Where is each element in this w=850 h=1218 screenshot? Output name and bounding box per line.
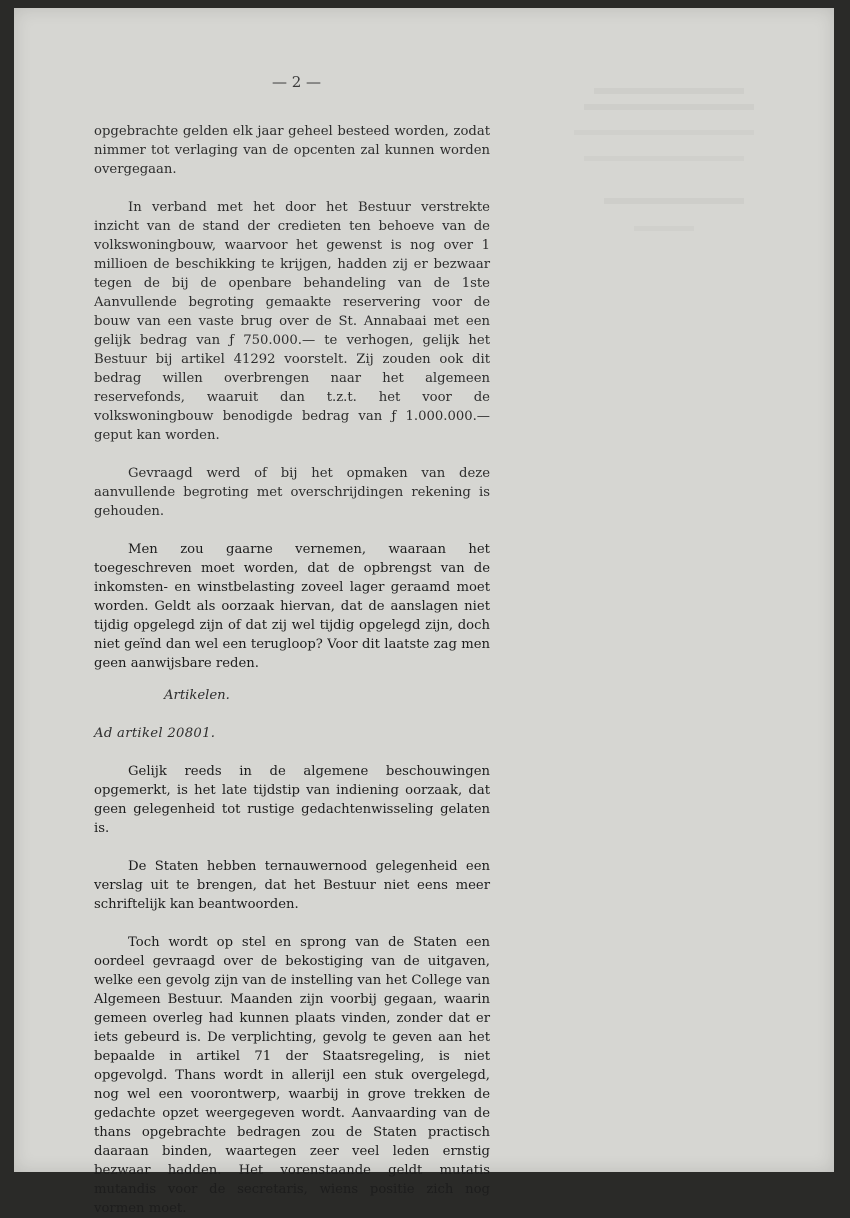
page-number: — 2 — [271,73,322,91]
section-title: Artikelen. [164,688,230,703]
paragraph-2: In verband met het door het Bestuur verstrekte inzicht van de stand der credieten ten behoeve van de volkswoningbouw, waarvoor het gewenst is nog over 1 millioen de beschikking te krijgen, hadden zij er bezwaar tegen de bij de openbare behandeling van de 1ste Aanvullende begroting gemaakte reservering voor de bouw van een vaste brug over de St. Annabaai met een gelijk bedrag van ƒ 750.000.— te verhogen, gelijk het Bestuur bij artikel 41292 voorstelt. Zij zouden ook dit bedrag willen overbrengen naar het algemeen reservefonds, waaruit dan t.z.t. het voor de volkswoningbouw benodigde bedrag van ƒ 1.000.000.— geput kan worden. [94,200,490,443]
paragraph-7: Toch wordt op stel en sprong van de Staten een oordeel gevraagd over de bekostiging van de uitgaven, welke een gevolg zijn van de instelling van het College van Algemeen Bestuur. Maanden zijn voorbij gegaan, waarin gemeen overleg had kunnen plaats vinden, zonder dat er iets gebeurd is. De verplichting, gevolg te geven aan het bepaalde in artikel 71 der Staatsregeling, is niet opgevolgd. Thans wordt in allerijl een stuk overgelegd, nog wel een voorontwerp, waarbij in grove trekken de gedachte opzet weergegeven wordt. Aanvaarding van de thans opgebrachte bedragen zou de Staten practisch daaraan binden, waartegen zeer veel leden ernstig bezwaar hadden. Het vorenstaande geldt mutatis mutandis voor de secretaris, wiens positie zich nog vormen moet. [94,935,490,1216]
document-body [94,122,490,1218]
paragraph-5: Gelijk reeds in de algemene beschouwingen opgemerkt, is het late tijdstip van indiening oorzaak, dat geen gelegenheid tot rustige gedachtenwisseling gelaten is. [94,764,490,836]
article-heading: Ad artikel 20801. [94,726,216,741]
document-page [14,8,834,1216]
paragraph-3: Gevraagd werd of bij het opmaken van deze aanvullende begroting met overschrijdingen rekening is gehouden. [94,466,490,519]
bleed-texture [534,78,794,338]
show-through-bleed [534,78,794,338]
paragraph-1: opgebrachte gelden elk jaar geheel besteed worden, zodat nimmer tot verlaging van de opcenten zal kunnen worden overgegaan. [94,124,490,177]
paragraph-6: De Staten hebben ternauwernood gelegenheid een verslag uit te brengen, dat het Bestuur niet eens meer schriftelijk kan beantwoorden. [94,859,490,912]
paragraph-4: Men zou gaarne vernemen, waaraan het toegeschreven moet worden, dat de opbrengst van de inkomsten- en winstbelasting zoveel lager geraamd moet worden. Geldt als oorzaak hiervan, dat de aanslagen niet tijdig opgelegd zijn of dat zij wel tijdig opgelegd zijn, doch niet geïnd dan wel een terugloop? Voor dit laatste zag men geen aanwijsbare reden. [94,542,490,671]
